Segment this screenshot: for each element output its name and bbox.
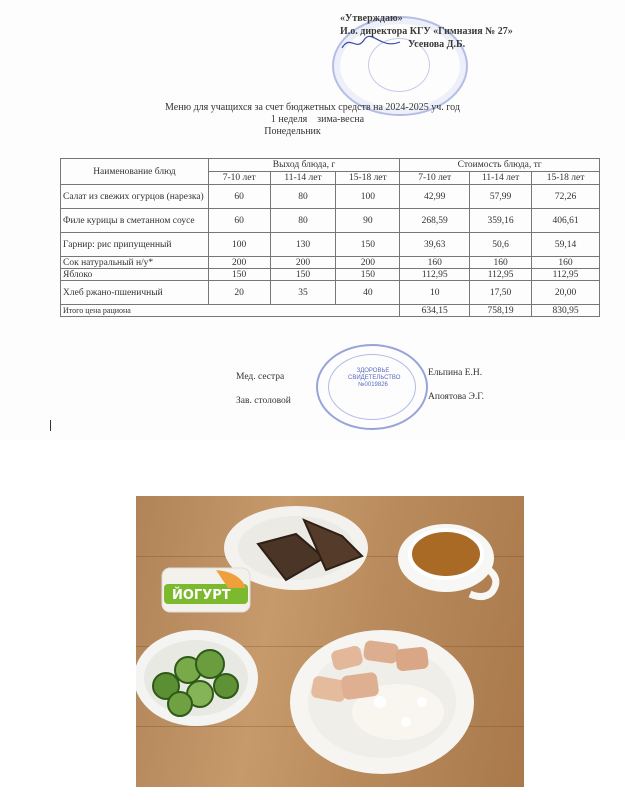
yogurt-label: ЙОГУРТ [172, 588, 231, 603]
cell-value: 100 [208, 233, 270, 257]
meal-photo [136, 496, 524, 787]
chicken-rice-plate-icon [290, 630, 474, 774]
meal-illustration [136, 496, 524, 787]
header-age: 7-10 лет [400, 172, 470, 185]
cucumber-bowl-icon [136, 630, 258, 726]
dish-name: Филе курицы в сметанном соусе [61, 209, 209, 233]
cell-value: 112,95 [470, 269, 532, 281]
day-label: Понедельник [264, 126, 321, 137]
medical-stamp [316, 344, 428, 430]
table-row [61, 185, 600, 209]
cell-value: 150 [336, 233, 400, 257]
header-age: 11-14 лет [470, 172, 532, 185]
nurse-name: Ельпина Е.Н. [428, 368, 483, 378]
dish-name: Яблоко [61, 269, 209, 281]
cell-value: 42,99 [400, 185, 470, 209]
cell-value: 100 [336, 185, 400, 209]
cell-value: 150 [208, 269, 270, 281]
canteen-role: Зав. столовой [236, 396, 291, 406]
header-age: 11-14 лет [270, 172, 336, 185]
yogurt-cup-icon [162, 568, 250, 612]
total-row [61, 305, 600, 317]
cell-value: 60 [208, 209, 270, 233]
cell-value: 359,16 [470, 209, 532, 233]
cell-value: 72,26 [532, 185, 600, 209]
header-age: 7-10 лет [208, 172, 270, 185]
cell-value: 112,95 [400, 269, 470, 281]
menu-title: Меню для учащихся за счет бюджетных средств на 2024-2025 уч. год [165, 102, 460, 113]
cell-value: 10 [400, 281, 470, 305]
cell-value: 200 [270, 257, 336, 269]
nurse-role: Мед. сестра [236, 372, 285, 382]
cell-value: 150 [270, 269, 336, 281]
cell-value: 90 [336, 209, 400, 233]
cell-value: 40 [336, 281, 400, 305]
week-label: 1 неделя зима-весна [270, 114, 365, 125]
cell-value: 160 [400, 257, 470, 269]
approval-heading: «Утверждаю» [340, 13, 403, 24]
tea-cup-icon [398, 524, 496, 597]
cell-value: 160 [470, 257, 532, 269]
cell-value: 112,95 [532, 269, 600, 281]
cell-value: 50,6 [470, 233, 532, 257]
table-row [61, 257, 600, 269]
menu-titles [0, 102, 625, 138]
cell-value: 160 [532, 257, 600, 269]
cell-value: 406,61 [532, 209, 600, 233]
header-age: 15-18 лет [532, 172, 600, 185]
text-cursor [50, 420, 51, 431]
cell-value: 150 [336, 269, 400, 281]
header-age: 15-18 лет [336, 172, 400, 185]
cell-value: 268,59 [400, 209, 470, 233]
table-row [61, 209, 600, 233]
dish-name: Гарнир: рис припущенный [61, 233, 209, 257]
cell-value: 57,99 [470, 185, 532, 209]
approval-block [340, 12, 513, 51]
cell-value: 59,14 [532, 233, 600, 257]
dish-name: Салат из свежих огурцов (нарезка) [61, 185, 209, 209]
cell-value: 35 [270, 281, 336, 305]
cell-value: 200 [208, 257, 270, 269]
dish-name: Сок натуральный н/у* [61, 257, 209, 269]
cell-value: 20 [208, 281, 270, 305]
cell-value: 80 [270, 209, 336, 233]
table-row [61, 269, 600, 281]
total-value: 830,95 [532, 305, 600, 317]
cell-value: 17,50 [470, 281, 532, 305]
header-dish-name: Наименование блюд [61, 159, 209, 185]
cell-value: 80 [270, 185, 336, 209]
cell-value: 20,00 [532, 281, 600, 305]
total-value: 634,15 [400, 305, 470, 317]
header-cost: Стоимость блюда, тг [400, 159, 600, 172]
approval-position: И.о. директора КГУ «Гимназия № 27» [340, 26, 513, 37]
dish-name: Хлеб ржано-пшеничный [61, 281, 209, 305]
cell-value: 60 [208, 185, 270, 209]
total-label: Итого цена рациона [61, 305, 400, 317]
total-value: 758,19 [470, 305, 532, 317]
table-row [61, 233, 600, 257]
stamp-text: ЗДОРОВЬЕ СВИДЕТЕЛЬСТВО №0019826 [348, 368, 401, 388]
approval-name: Усенова Д.Б. [408, 39, 466, 50]
cell-value: 200 [336, 257, 400, 269]
cell-value: 130 [270, 233, 336, 257]
cell-value: 39,63 [400, 233, 470, 257]
header-output: Выход блюда, г [208, 159, 400, 172]
table-row [61, 281, 600, 305]
canteen-name: Апоятова Э.Г. [428, 392, 485, 402]
menu-table [60, 158, 600, 317]
